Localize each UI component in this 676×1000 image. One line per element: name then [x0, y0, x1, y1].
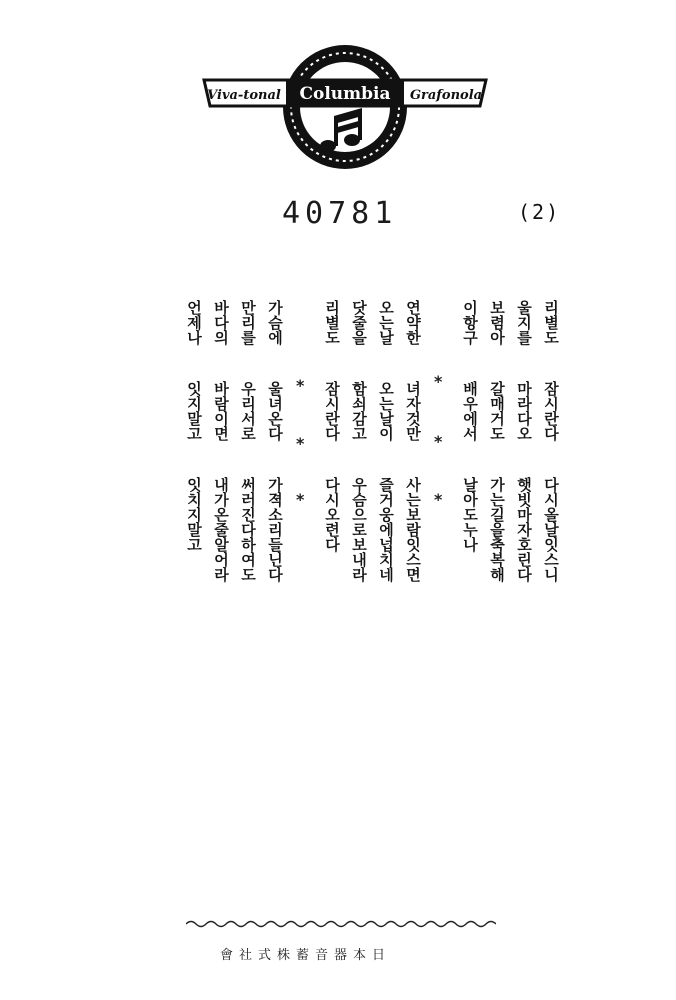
lyrics-block	[124, 300, 564, 600]
logo-right-text: Grafonola	[409, 88, 483, 103]
verse-separator	[426, 300, 456, 600]
publisher-name: 會社式株蓄音器本日	[220, 948, 392, 963]
lyric-line: 리별도 잠시란다 다시오련다	[323, 300, 341, 552]
lyric-line: 가슴에 울녀온다 가젹소리들닌다	[266, 300, 284, 582]
lyric-line: 울지를 마라다오 햇빗마자호린다	[515, 300, 533, 582]
separator-star: *	[296, 434, 305, 453]
side-number: (2)	[518, 200, 561, 224]
separator-star: *	[434, 432, 443, 451]
separator-star: *	[296, 490, 305, 509]
wavy-divider	[186, 917, 496, 931]
logo-left-text: Viva-tonal	[207, 88, 281, 103]
lyric-line: 만리를 우리서로 써러진다하여도	[239, 300, 257, 582]
columbia-logo	[200, 42, 490, 172]
lyric-line: 리별도 잠시란다 다시올날잇스니	[542, 300, 560, 582]
lyric-line: 바다의 바람이면 내가온줄알어라	[212, 300, 230, 582]
lyric-line: 언제나 잇지말고 잇치지말고	[185, 300, 203, 552]
verse-separator	[288, 300, 318, 600]
lyric-line: 오는날 오는날이 즐거웅에넙치네	[377, 300, 395, 582]
record-number: 40781	[282, 196, 398, 231]
lyric-line: 연약한 녀자것만 사는보람잇스면	[404, 300, 422, 582]
lyric-line: 이항구 배우에서 날아도누나	[461, 300, 479, 552]
lyric-line: 보렴아 갈매거도 가는길을축복해	[488, 300, 506, 582]
separator-star: *	[434, 372, 443, 391]
separator-star: *	[296, 376, 305, 395]
separator-star: *	[434, 490, 443, 509]
lyric-line: 닷줄을 함쇠감고 우슴으로보내라	[350, 300, 368, 582]
logo-brand: Columbia	[299, 84, 391, 104]
